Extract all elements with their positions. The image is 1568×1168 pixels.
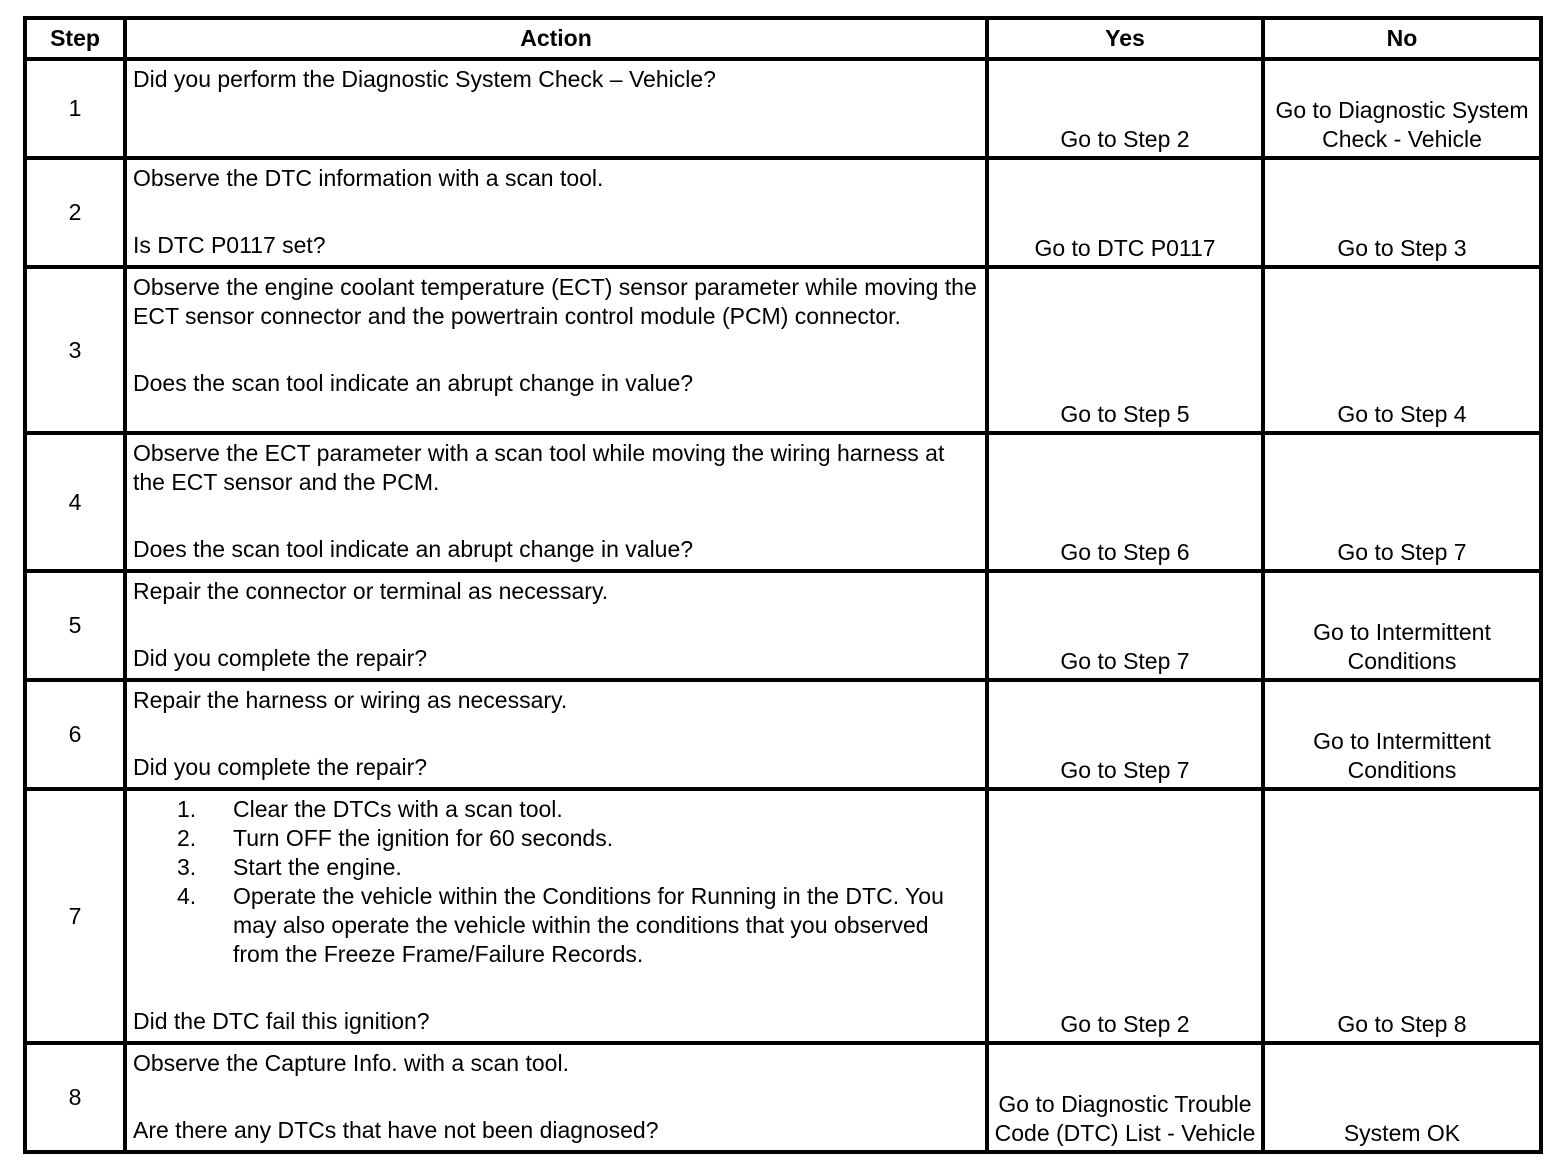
step-number: 8: [25, 1043, 125, 1152]
action-cell: [125, 1043, 987, 1152]
action-text: Did you perform the Diagnostic System Check – Vehicle?: [133, 66, 716, 92]
question-text: Does the scan tool indicate an abrupt change in value?: [133, 536, 694, 562]
action-cell: [125, 571, 987, 680]
step-number: 4: [25, 433, 125, 571]
procedure-item: [177, 853, 979, 882]
no-cell: Go to Diagnostic System Check - Vehicle: [1263, 59, 1541, 158]
table-row: [25, 1043, 1541, 1152]
procedure-number: 3.: [177, 854, 197, 880]
no-cell: Go to Step 8: [1263, 789, 1541, 1043]
procedure-text: Operate the vehicle within the Conditions for Running in the DTC. You may also operate the vehicle within the conditions that you observed from the Freeze Frame/Failure Records.: [233, 883, 944, 967]
table-row: [25, 680, 1541, 789]
no-cell: Go to Intermittent Conditions: [1263, 680, 1541, 789]
procedure-number: 4.: [177, 883, 197, 909]
procedure-text: Start the engine.: [233, 854, 402, 880]
step-number: 5: [25, 571, 125, 680]
procedure-text: Turn OFF the ignition for 60 seconds.: [233, 825, 614, 851]
question-text: Is DTC P0117 set?: [133, 232, 326, 258]
procedure-item: [177, 795, 979, 824]
yes-cell: Go to Diagnostic Trouble Code (DTC) List - Vehicle: [987, 1043, 1263, 1152]
question-text: Did you complete the repair?: [133, 754, 428, 780]
question-text: Did the DTC fail this ignition?: [133, 1008, 430, 1034]
yes-cell: Go to Step 7: [987, 680, 1263, 789]
header-action: Action: [125, 18, 987, 59]
action-cell: [125, 789, 987, 1043]
step-number: 7: [25, 789, 125, 1043]
procedure-list: [177, 795, 979, 969]
yes-cell: Go to Step 5: [987, 267, 1263, 433]
step-number: 1: [25, 59, 125, 158]
step-number: 6: [25, 680, 125, 789]
header-row: [25, 18, 1541, 59]
table-row: [25, 433, 1541, 571]
header-no: No: [1263, 18, 1541, 59]
header-step: Step: [25, 18, 125, 59]
yes-cell: Go to Step 2: [987, 59, 1263, 158]
action-text: Repair the connector or terminal as necessary.: [133, 578, 609, 604]
header-yes: Yes: [987, 18, 1263, 59]
table-row: [25, 158, 1541, 267]
diagnostic-table: [23, 16, 1543, 1154]
action-cell: [125, 680, 987, 789]
action-text: Observe the Capture Info. with a scan tool.: [133, 1050, 569, 1076]
step-number: 2: [25, 158, 125, 267]
no-cell: System OK: [1263, 1043, 1541, 1152]
procedure-text: Clear the DTCs with a scan tool.: [233, 796, 563, 822]
table-row: [25, 789, 1541, 1043]
action-text: Observe the engine coolant temperature (ECT) sensor parameter while moving the ECT sensor connector and the powertrain control module (PCM) connector.: [133, 274, 977, 329]
action-cell: [125, 59, 987, 158]
no-cell: Go to Step 4: [1263, 267, 1541, 433]
step-number: 3: [25, 267, 125, 433]
yes-cell: Go to Step 2: [987, 789, 1263, 1043]
yes-cell: Go to Step 7: [987, 571, 1263, 680]
question-text: Did you complete the repair?: [133, 645, 428, 671]
action-cell: [125, 267, 987, 433]
question-text: Does the scan tool indicate an abrupt change in value?: [133, 370, 694, 396]
table-row: [25, 267, 1541, 433]
yes-cell: Go to DTC P0117: [987, 158, 1263, 267]
table-row: [25, 59, 1541, 158]
procedure-number: 2.: [177, 825, 197, 851]
question-text: Are there any DTCs that have not been diagnosed?: [133, 1117, 659, 1143]
no-cell: Go to Step 7: [1263, 433, 1541, 571]
action-text: Observe the ECT parameter with a scan tool while moving the wiring harness at the ECT sensor and the PCM.: [133, 440, 945, 495]
procedure-item: [177, 882, 979, 969]
action-cell: [125, 433, 987, 571]
procedure-number: 1.: [177, 796, 197, 822]
table-row: [25, 571, 1541, 680]
action-text: Repair the harness or wiring as necessary.: [133, 687, 568, 713]
action-text: Observe the DTC information with a scan tool.: [133, 165, 604, 191]
procedure-item: [177, 824, 979, 853]
action-cell: [125, 158, 987, 267]
yes-cell: Go to Step 6: [987, 433, 1263, 571]
no-cell: Go to Intermittent Conditions: [1263, 571, 1541, 680]
no-cell: Go to Step 3: [1263, 158, 1541, 267]
